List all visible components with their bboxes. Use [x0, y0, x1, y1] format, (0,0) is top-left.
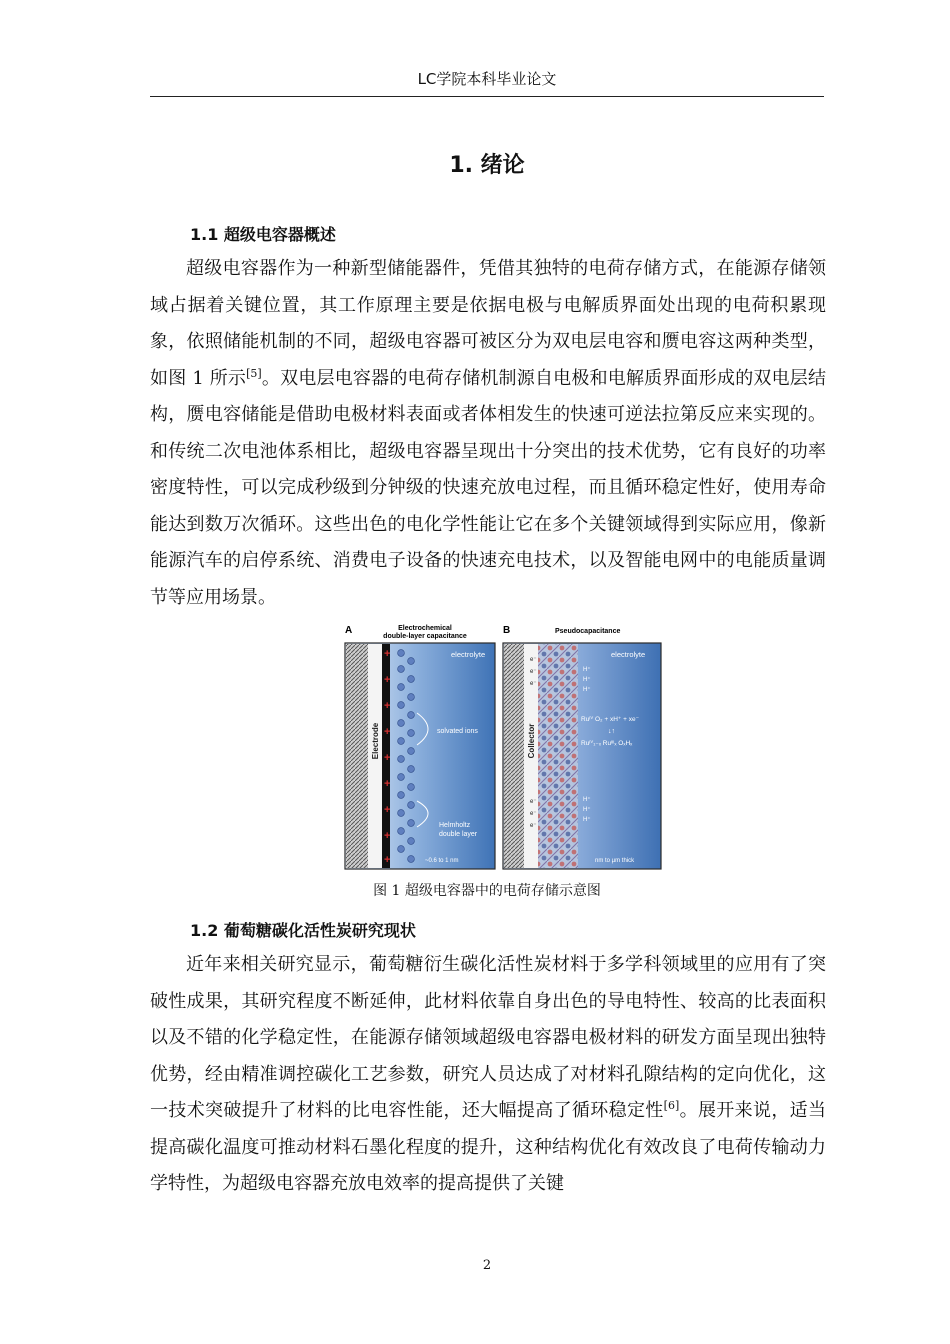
- citation-ref: [6]: [663, 1099, 680, 1112]
- plus-charges: [384, 648, 390, 866]
- panel-a-electrolyte-label: electrolyte: [451, 650, 486, 659]
- svg-text:+: +: [384, 752, 391, 764]
- collector-hatch: [504, 644, 524, 868]
- svg-text:e⁻: e⁻: [530, 823, 537, 829]
- paragraph-text-continued: 。展开来说，适当提高碳化温度可推动材料石墨化程度的提升，这种结构优化有效改良了电荷传输动力学特性，为超级电容器充放电效率的提高提供了关键: [150, 1100, 827, 1194]
- solvated-ions-label: solvated ions: [437, 728, 478, 735]
- svg-text:+: +: [384, 830, 391, 842]
- helmholtz-label-1: Helmholtz: [439, 822, 471, 829]
- svg-text:H⁺: H⁺: [583, 797, 591, 803]
- figure-1: [343, 621, 665, 871]
- svg-text:e⁻: e⁻: [530, 811, 537, 817]
- svg-text:+: +: [384, 700, 391, 712]
- panel-a-title-2: double-layer capacitance: [383, 633, 467, 640]
- panel-a-title-1: Electrochemical: [398, 625, 452, 632]
- panel-a-letter: A: [345, 625, 353, 636]
- citation-ref: [5]: [246, 366, 262, 380]
- svg-text:+: +: [384, 854, 391, 866]
- reaction-arrow: ↓↑: [608, 728, 615, 735]
- paragraph-text: 近年来相关研究显示，葡萄糖衍生碳化活性炭材料于多学科领域里的应用有了突破性成果，其研究程度不断延伸，此材料依靠自身出色的导电特性、较高的比表面积以及不错的化学稳定性，在能源存储领域超级电容器电极材料的研发方面呈现出独特优势，经由精准调控碳化工艺参数，研究人员达成了对材料孔隙结构的定向优化，这一技术突破提升了材料的比电容性能，还大幅提高了循环稳定性: [150, 954, 826, 1121]
- collector-label: Collector: [527, 723, 536, 759]
- section-heading-1-1: 1.1 超级电容器概述: [190, 225, 336, 244]
- chapter-title: 1. 绪论: [449, 153, 525, 178]
- figure-caption: 图 1 超级电容器中的电荷存储示意图: [373, 883, 601, 899]
- svg-text:+: +: [384, 778, 391, 790]
- helmholtz-label-2: double layer: [439, 831, 478, 838]
- ruo2-crystal-layer: [538, 644, 578, 868]
- svg-text:H⁺: H⁺: [583, 817, 591, 823]
- page-number: 2: [482, 1258, 492, 1273]
- svg-text:e⁻: e⁻: [530, 669, 537, 675]
- section-1-2-paragraph: [150, 947, 826, 1203]
- paragraph-text: 超级电容器作为一种新型储能器件，凭借其独特的电荷存储方式，在能源存储领域占据着关键位置，其工作原理主要是依据电极与电解质界面处出现的电荷积累现象，依照储能机制的不同，超级电容器可被区分为双电层电容和赝电容这两种类型，如图 1 所示: [150, 258, 826, 389]
- running-header: LC学院本科毕业论文: [150, 70, 824, 97]
- section-1-1-paragraph: [150, 251, 826, 616]
- svg-text:e⁻: e⁻: [530, 681, 537, 687]
- electrode-hatch: [346, 644, 368, 868]
- svg-text:H⁺: H⁺: [583, 667, 591, 673]
- svg-text:H⁺: H⁺: [583, 677, 591, 683]
- panel-b-letter: B: [503, 625, 511, 636]
- panel-b-scale-label: nm to µm thick: [595, 858, 635, 864]
- svg-text:+: +: [384, 804, 391, 816]
- panel-b-title: Pseudocapacitance: [555, 628, 621, 635]
- svg-text:+: +: [384, 674, 391, 686]
- svg-text:e⁻: e⁻: [530, 657, 537, 663]
- electrode-label: Electrode: [371, 722, 380, 760]
- section-heading-1-2: 1.2 葡萄糖碳化活性炭研究现状: [190, 921, 416, 940]
- svg-text:H⁺: H⁺: [583, 807, 591, 813]
- svg-text:H⁺: H⁺: [583, 687, 591, 693]
- svg-text:e⁻: e⁻: [530, 799, 537, 805]
- reaction-line-2: Ruᴵⱽ₁₋ₓ Ruᴵᴵᴵₓ OₓHₓ: [581, 740, 633, 747]
- svg-text:+: +: [384, 726, 391, 738]
- panel-b-electrolyte-label: electrolyte: [611, 650, 646, 659]
- svg-text:+: +: [384, 648, 391, 660]
- reaction-line-1: Ruᴵⱽ O₂ + xH⁺ + xe⁻: [581, 716, 640, 723]
- panel-a-scale-label: ~0.6 to 1 nm: [425, 858, 459, 864]
- charge-storage-diagram: [343, 621, 665, 871]
- paragraph-text-continued: 。双电层电容器的电荷存储机制源自电极和电解质界面形成的双电层结构，赝电容储能是借助电极材料表面或者体相发生的快速可逆法拉第反应来实现的。和传统二次电池体系相比，超级电容器呈现出十分突出的技术优势，它有良好的功率密度特性，可以完成秒级到分钟级的快速充放电过程，而且循环稳定性好，使用寿命能达到数万次循环。这些出色的电化学性能让它在多个关键领域得到实际应用，像新能源汽车的启停系统、消费电子设备的快速充电技术，以及智能电网中的电能质量调节等应用场景。: [150, 367, 826, 608]
